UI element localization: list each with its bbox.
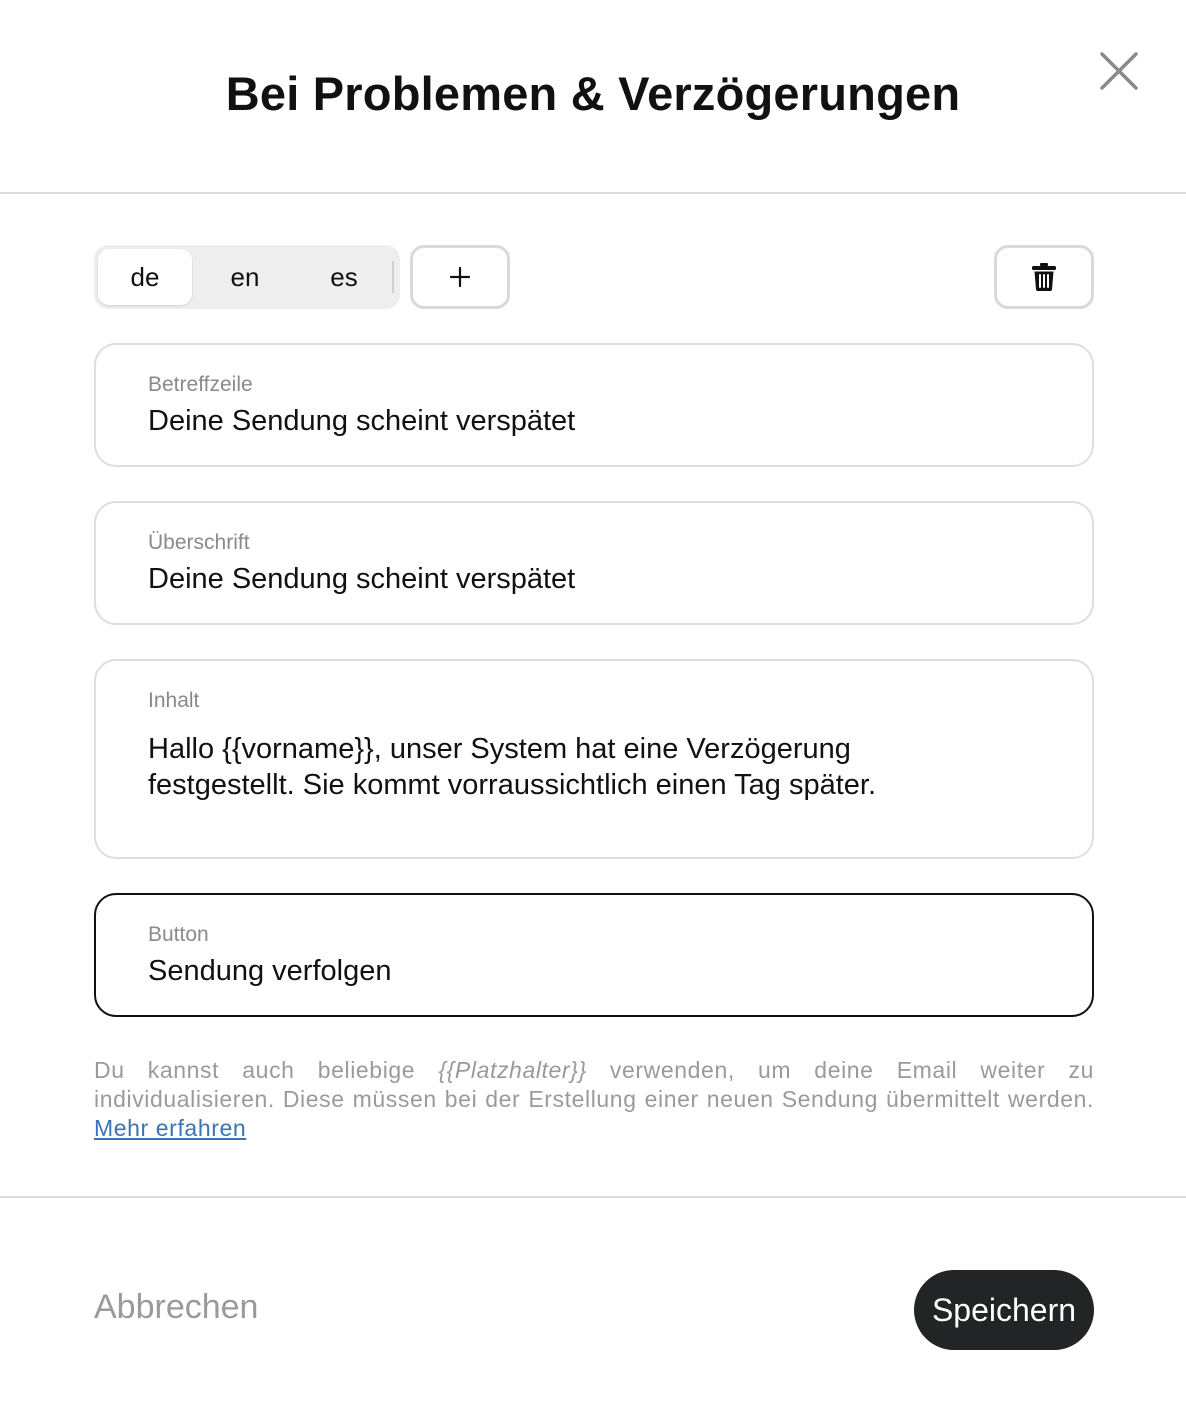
subject-field-value[interactable]: Deine Sendung scheint verspätet <box>148 405 576 437</box>
tab-language-en[interactable]: en <box>230 262 260 292</box>
help-text-before: Du kannst auch beliebige <box>94 1057 439 1083</box>
plus-icon <box>448 265 472 289</box>
trash-icon <box>1031 262 1057 292</box>
close-icon <box>1098 50 1140 92</box>
heading-field-label: Überschrift <box>148 531 250 554</box>
content-line-1: Hallo {{vorname}}, unser System hat eine Verzögerung <box>148 733 851 765</box>
button-text-field-label: Button <box>148 923 209 946</box>
delete-language-button[interactable] <box>994 245 1094 309</box>
help-placeholder-example: {{Platzhalter}} <box>438 1057 587 1083</box>
add-language-button[interactable] <box>410 245 510 309</box>
button-text-field[interactable] <box>94 893 1094 1017</box>
learn-more-link[interactable]: Mehr erfahren <box>94 1115 247 1141</box>
close-button[interactable] <box>1098 50 1140 92</box>
content-field-value[interactable] <box>148 731 1042 803</box>
dialog-footer <box>0 1196 1186 1414</box>
dialog-title: Bei Problemen & Verzögerungen <box>225 67 961 120</box>
heading-field-value[interactable]: Deine Sendung scheint verspätet <box>148 563 576 595</box>
subject-field[interactable] <box>94 343 1094 467</box>
tab-language-de[interactable]: de <box>98 249 192 305</box>
subject-field-label: Betreffzeile <box>148 373 253 396</box>
content-field-label: Inhalt <box>148 689 200 712</box>
dialog-header <box>0 0 1186 194</box>
placeholder-help-text <box>94 1056 1094 1143</box>
save-button[interactable]: Speichern <box>914 1270 1094 1350</box>
content-field[interactable] <box>94 659 1094 859</box>
heading-field[interactable] <box>94 501 1094 625</box>
help-text-after: verwenden, um deine Email weiter zu individualisieren. Diese müssen bei der Erstellung einer neuen Sendung übermittelt werden. <box>94 1057 1094 1112</box>
button-text-field-value[interactable]: Sendung verfolgen <box>148 955 392 987</box>
language-tabs <box>94 245 400 309</box>
cancel-button[interactable]: Abbrechen <box>94 1288 259 1326</box>
content-line-2: festgestellt. Sie kommt vorraussichtlich einen Tag später. <box>148 769 877 801</box>
tab-language-es[interactable]: es <box>330 262 358 292</box>
